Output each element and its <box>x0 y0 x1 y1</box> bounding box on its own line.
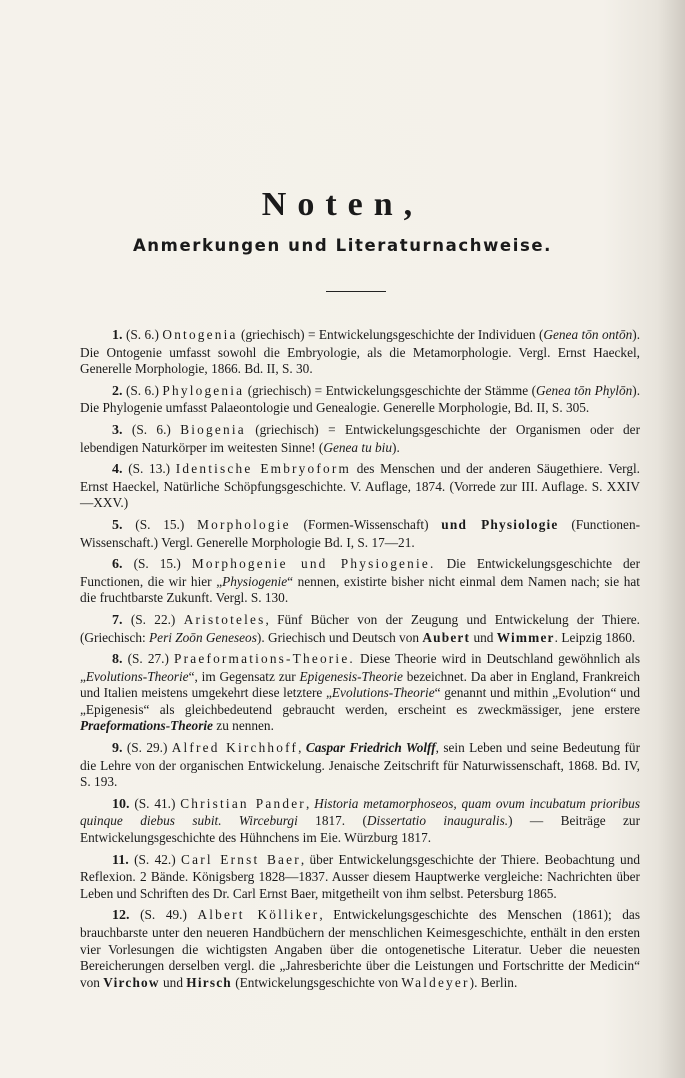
note-italic: Epigenesis-Theorie <box>299 668 403 684</box>
note-italic: Genea tōn ontōn <box>543 327 633 342</box>
note-term: Identische Embryoform <box>175 461 352 477</box>
note-text: des Menschen und der anderen Säugethiere. Vergl. Ernst Haeckel, Natürliche Schöpfungsgeschichte. V. Auflage, 1874. (Vorrede zur III. Auflage. S. XXIV—XXV.) <box>80 461 640 511</box>
note-author: Virchow <box>103 974 160 990</box>
note-number: 7. <box>112 612 123 628</box>
note-text: “ genannt und mithin „Evolution“ und „Epigenesis“ als gleichbedeutend gebraucht werden, erscheint es zweckmässiger, jene erstere <box>80 685 641 717</box>
note-author: Waldeyer <box>401 974 470 990</box>
note-ref: (S. 15.) <box>133 556 181 572</box>
note-term: Aristoteles <box>183 611 266 627</box>
note-5 <box>80 517 640 551</box>
note-9 <box>80 740 640 791</box>
note-ref: (S. 27.) <box>127 651 169 667</box>
note-italic: Historia metamorphoseos, quam ovum incubatum prioribus quinque diebus subit. Wirceburgi <box>80 795 641 829</box>
note-text: . Leipzig 1860. <box>554 629 636 645</box>
note-number: 6. <box>112 557 123 573</box>
note-italic: Caspar Friedrich Wolff <box>305 740 436 756</box>
note-number: 4. <box>112 462 123 478</box>
note-text: “ nennen, existirte bisher nicht einmal dem Namen nach; sie hat die fruchtbarste Zukunft. Vergl. S. 130. <box>80 573 640 606</box>
note-ref: (S. 13.) <box>128 461 171 477</box>
note-text: Die Entwickelungsgeschichte der Functionen, die wir hier „ <box>80 556 641 589</box>
note-1 <box>80 327 640 378</box>
note-number: 10. <box>112 796 130 812</box>
note-2 <box>80 383 640 417</box>
note-ref: (S. 6.) <box>131 421 171 437</box>
note-text: , Fünf Bücher von der Zeugung und Entwickelung der Thiere. (Griechisch: <box>80 611 640 645</box>
note-text: ) — Beiträge zur Entwickelungsgeschichte des Hühnchens im Eie. Würzburg 1817. <box>80 813 641 846</box>
note-ref: (S. 49.) <box>140 907 187 923</box>
note-text: ). Die Phylogenie umfasst Palaeontologie und Genealogie. Generelle Morphologie, Bd. II, S. 305. <box>80 382 641 416</box>
note-italic: Physiogenie <box>222 573 288 589</box>
note-text: bezeichnet. Da aber in England, Frankreich und Italien meistens umgekehrt diese letztere „ <box>80 668 640 701</box>
note-text: , <box>298 740 306 756</box>
note-ref: (S. 41.) <box>134 795 176 811</box>
note-italic: Genea tu biu <box>323 439 393 455</box>
note-term: Christian Pander <box>180 795 306 811</box>
divider <box>326 291 386 292</box>
note-number: 9. <box>112 741 123 757</box>
note-text: (Entwickelungsgeschichte von <box>231 974 402 990</box>
note-number: 3. <box>112 422 123 438</box>
note-ref: (S. 22.) <box>130 611 176 627</box>
notes-list <box>80 327 640 996</box>
note-term: Morphogenie und Physiogenie. <box>191 556 436 572</box>
note-10 <box>80 796 640 847</box>
note-text: , über Entwickelungsgeschichte der Thiere. Beobachtung und Reflexion. 2 Bände. Königsberg 1828—1837. Ausser diesem Hauptwerke vergleiche: Nachrichten über Leben und Schriften des Dr. Carl Ernst Baer, mitgetheilt von ihm selbst. Petersburg 1865. <box>80 851 640 901</box>
note-italic: Praeformations-Theorie <box>80 718 213 734</box>
note-text: , sein Leben und seine Bedeutung für die Lehre von der organischen Entwickelung. Jenaische Zeitschrift für Naturwissenschaft, 1868. Bd. IV, S. 193. <box>80 740 641 790</box>
note-text: (griechisch) = Entwickelungsgeschichte der Organismen oder der lebendigen Naturkörper im weitesten Sinne! ( <box>80 421 640 455</box>
note-author: Hirsch <box>186 974 232 990</box>
note-text: , Entwickelungsgeschichte des Menschen (1861); das brauchbarste unter den neueren Handbüchern der menschlichen Keimesgeschichte, enthält in den ersten vier Vorlesungen die wichtigsten Angaben über die ontogenetische Literatur. Ueber die neuesten Bereicherungen derselben vergl. die „Jahresberichte über die Leistungen und Fortschritte der Medicin“ von <box>80 907 641 990</box>
note-term: Albert Kölliker <box>197 907 320 923</box>
note-6 <box>80 556 640 607</box>
note-number: 1. <box>112 328 123 343</box>
note-text: “, im Gegensatz zur <box>188 668 300 684</box>
note-text: ). Griechisch und Deutsch von <box>256 629 423 645</box>
note-text: (Formen-Wissenschaft) <box>290 516 442 532</box>
note-number: 12. <box>112 908 130 924</box>
note-term: Alfred Kirchhoff <box>171 740 299 756</box>
note-text: und <box>470 629 497 645</box>
note-text: (Functionen-Wissenschaft.) Vergl. Generelle Morphologie Bd. I, S. 17—21. <box>80 516 641 550</box>
note-text: (griechisch) = Entwickelungsgeschichte der Individuen ( <box>237 327 544 342</box>
note-term: Phylogenia <box>162 382 245 398</box>
note-author: Wimmer <box>496 629 555 645</box>
note-text: und <box>159 974 187 990</box>
note-ref: (S. 42.) <box>134 851 176 867</box>
note-text: zu nennen. <box>212 718 274 734</box>
note-text: Diese Theorie wird in Deutschland gewöhnlich als „ <box>80 651 641 684</box>
note-4 <box>80 461 640 512</box>
note-text: ). <box>392 439 400 455</box>
note-ref: (S. 6.) <box>125 327 159 342</box>
note-11 <box>80 852 640 903</box>
note-text: , <box>305 795 315 811</box>
page-title: Noten, <box>261 186 424 223</box>
note-term: Praeformations-Theorie. <box>174 651 355 667</box>
note-term: Biogenia <box>180 421 246 437</box>
note-author: Aubert <box>422 629 471 645</box>
note-number: 5. <box>112 517 123 533</box>
note-text: ). Die Ontogenie umfasst sowohl die Embryologie, als die Metamorphologie. Vergl. Ernst Haeckel, Generelle Morphologie, 1866. Bd. II, S. 30. <box>80 327 641 377</box>
note-italic: Dissertatio inauguralis. <box>366 813 509 829</box>
note-bold: und Physiologie <box>441 516 559 532</box>
note-italic: Peri Zoōn Geneseos <box>149 629 257 645</box>
note-term: Ontogenia <box>162 327 238 342</box>
note-12 <box>80 907 640 991</box>
note-text: ). Berlin. <box>469 974 518 990</box>
note-3 <box>80 422 640 456</box>
note-ref: (S. 29.) <box>126 740 168 756</box>
note-ref: (S. 6.) <box>125 382 159 398</box>
note-italic: Evolutions-Theorie <box>331 685 435 701</box>
note-number: 2. <box>112 383 123 399</box>
note-italic: Evolutions-Theorie <box>85 668 189 684</box>
note-7 <box>80 612 640 646</box>
note-ref: (S. 15.) <box>135 516 185 532</box>
note-text: (griechisch) = Entwickelungsgeschichte der Stämme ( <box>244 382 537 398</box>
note-8 <box>80 651 640 735</box>
page-subtitle: Anmerkungen und Literaturnachweise. <box>132 236 553 255</box>
note-term: Carl Ernst Baer <box>181 851 301 867</box>
note-text: 1817. ( <box>297 813 367 829</box>
note-italic: Genea tōn Phylōn <box>536 382 633 398</box>
note-term: Morphologie <box>197 516 291 532</box>
note-number: 8. <box>112 652 123 668</box>
note-number: 11. <box>112 852 129 868</box>
